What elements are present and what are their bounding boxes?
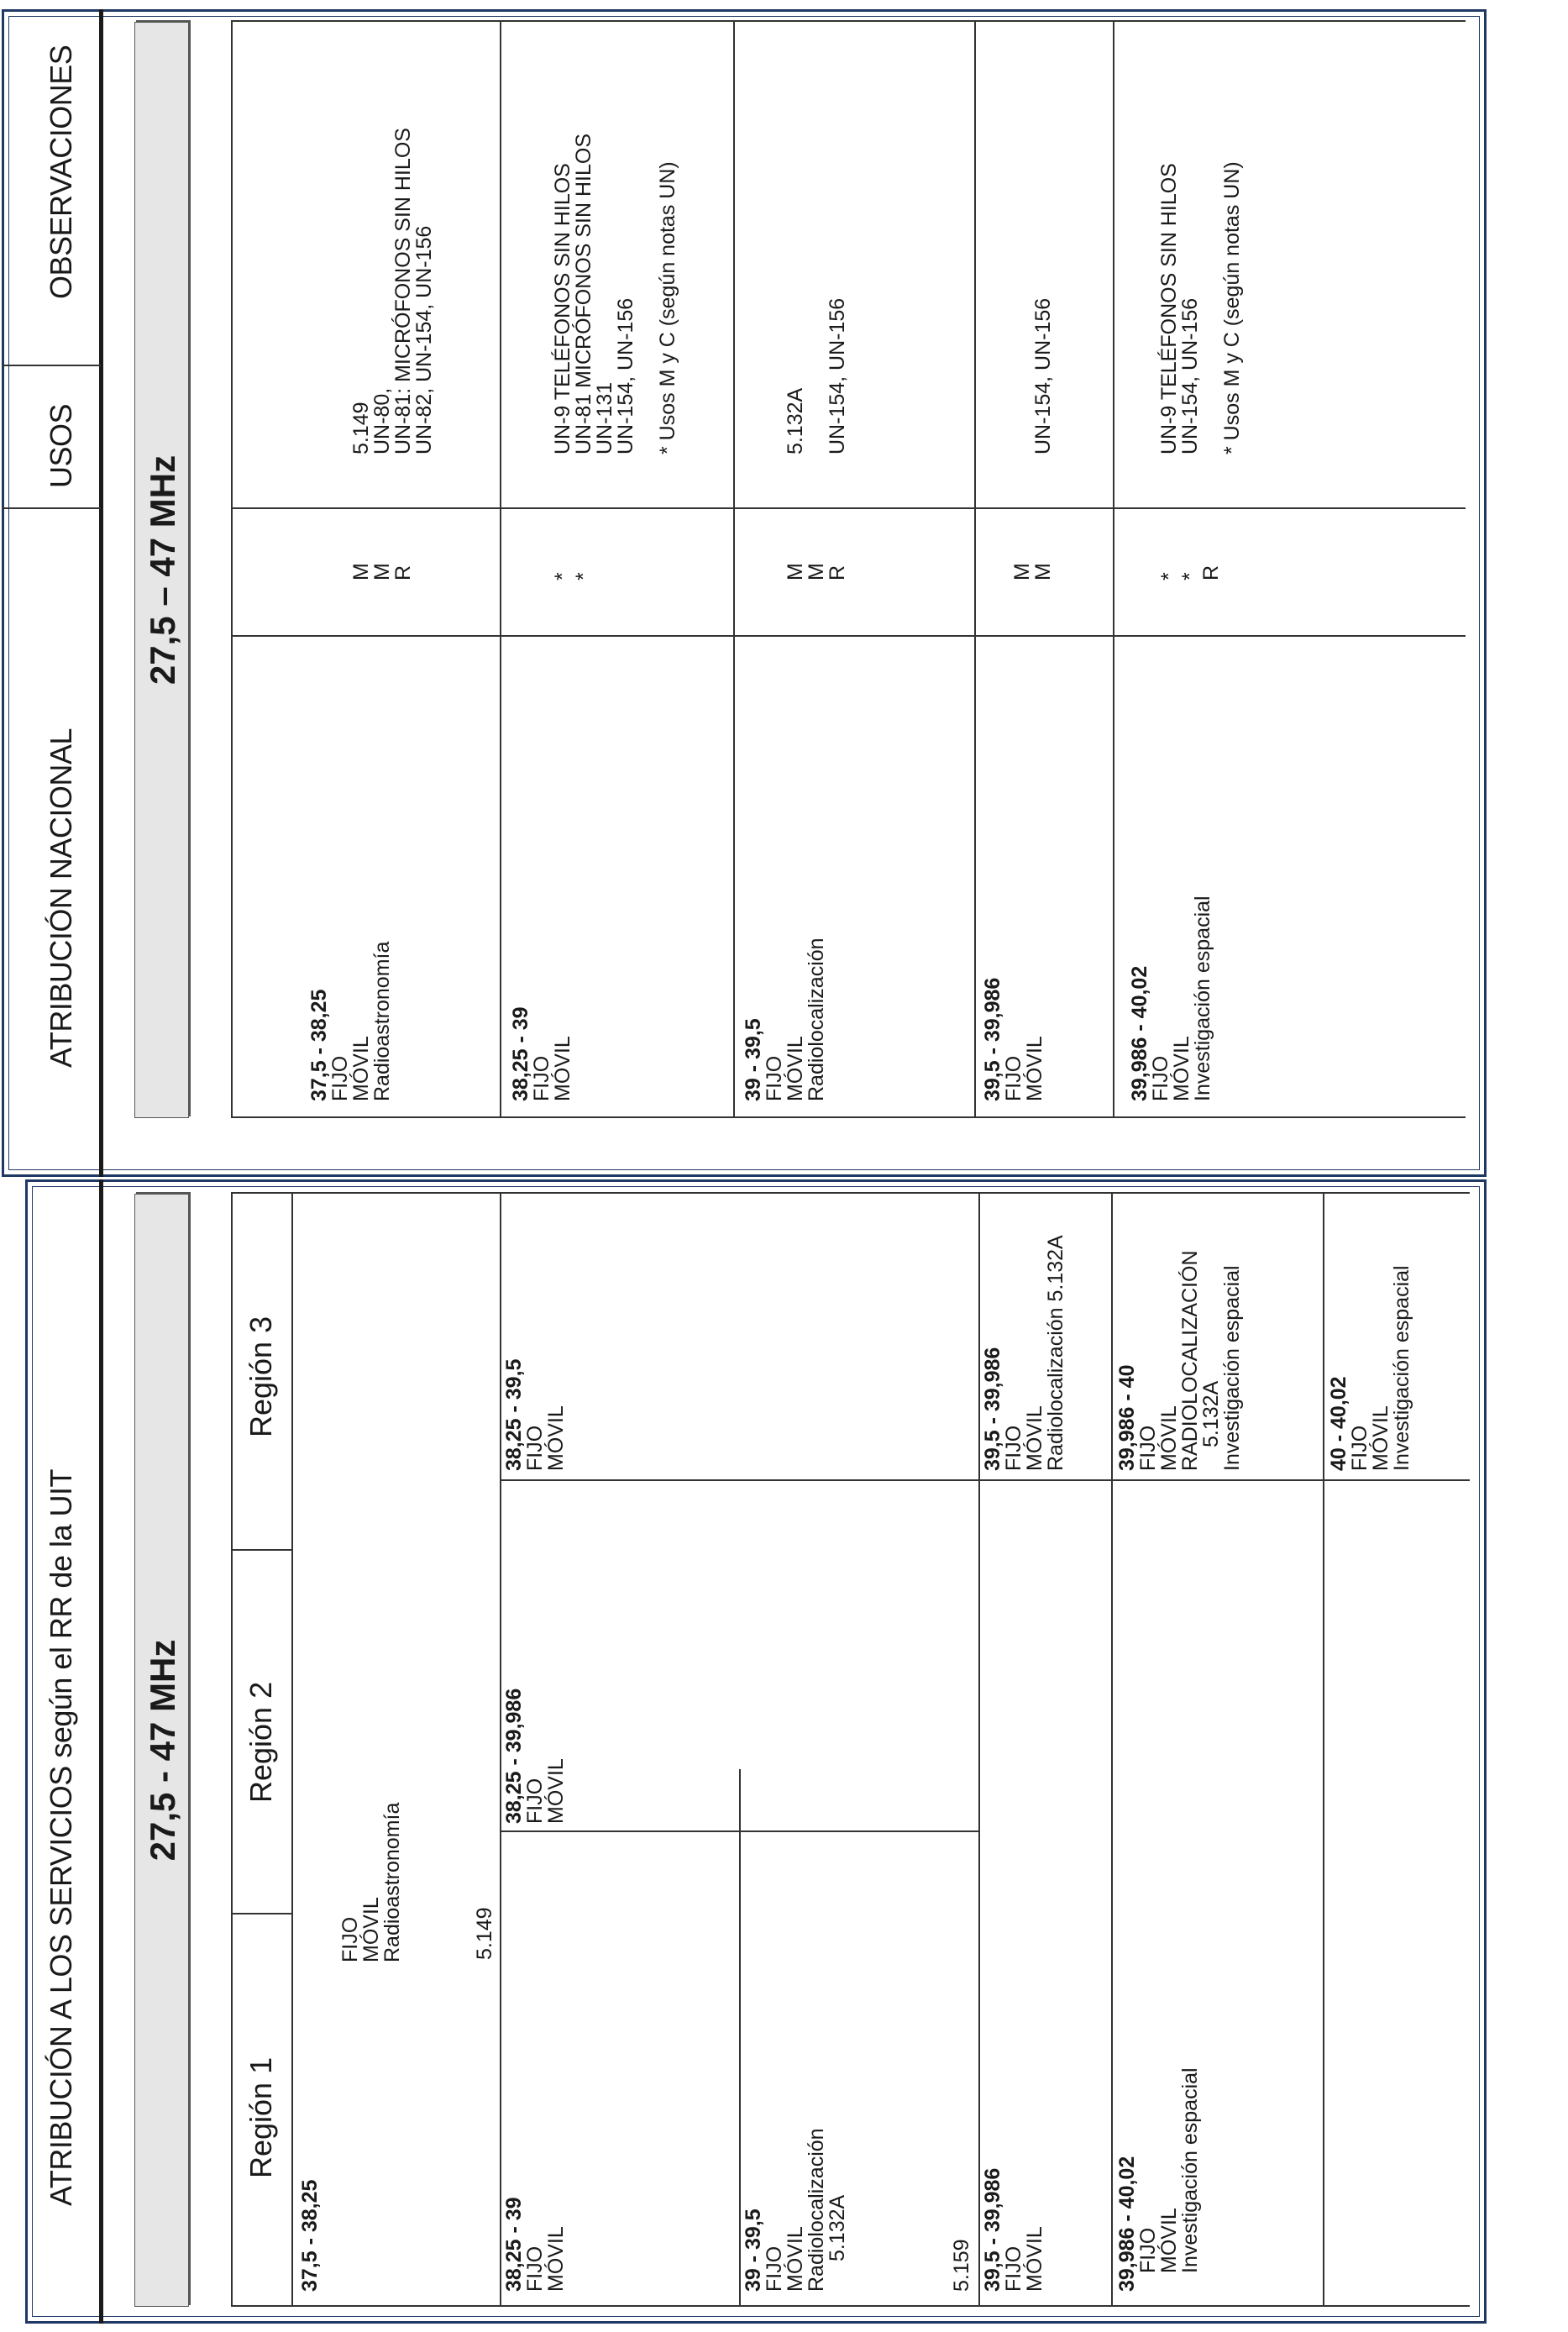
national-row-3-freq: 39 - 39,5 [742, 1018, 765, 1101]
national-row-3-uso: M [805, 563, 828, 580]
national-row-1-obs-line: UN-80, [370, 387, 394, 454]
national-col-header-obs: OBSERVACIONES [44, 45, 78, 299]
national-table-right [231, 20, 1466, 22]
itu-r2-b-service: FIJO [523, 1778, 547, 1824]
national-row-4-obs [1012, 298, 1054, 454]
itu-r3-e2-service: Investigación espacial [1390, 1265, 1413, 1471]
itu-r1-c-note: 5.159 [950, 2239, 973, 2292]
national-row-2-attrib [511, 1006, 574, 1101]
itu-r3-e2-service: FIJO [1348, 1425, 1371, 1471]
itu-r2-b-freq: 38,25 - 39,986 [502, 1688, 526, 1824]
itu-r23-a-services [340, 1803, 403, 1962]
national-row-1-service: Radioastronomía [370, 941, 394, 1101]
national-row-1-obs [351, 128, 435, 454]
itu-r1-c-service: FIJO [763, 2245, 786, 2292]
national-row-sep-1 [500, 22, 501, 1118]
national-row-5-service: FIJO [1149, 1055, 1172, 1101]
itu-r1-b-service: MÓVIL [544, 2226, 568, 2292]
itu-r3-b [504, 1359, 567, 1471]
national-col-header-attrib: ATRIBUCIÓN NACIONAL [44, 728, 78, 1068]
national-row-5-attrib [1130, 896, 1214, 1101]
national-row-1-service: FIJO [328, 1055, 352, 1101]
national-row-1-uso: R [391, 565, 415, 580]
itu-table-right [231, 1192, 1470, 1194]
itu-r23-a-service: Radioastronomía [380, 1802, 404, 1962]
itu-r3-e1-freq: 39,986 - 40 [1115, 1364, 1139, 1471]
national-row-2-obs [553, 134, 679, 454]
national-row-5-obs-line: UN-9 TELÉFONOS SIN HILOS [1157, 163, 1181, 454]
national-col-header-usos: USOS [44, 403, 78, 488]
itu-header-div-2 [231, 1549, 291, 1551]
national-row-5-uso: R [1199, 565, 1223, 580]
itu-band-label: 27,5 - 47 MHz [134, 1194, 189, 2307]
national-row-4-obs-line: UN-154, UN-156 [1031, 297, 1055, 454]
itu-col-sep-r1-a [500, 1830, 978, 1832]
itu-r3-d-service: Radiolocalización 5.132A [1044, 1235, 1067, 1471]
itu-r1-a-freq: 37,5 - 38,25 [298, 2179, 322, 2292]
national-row-3-obs-line: UN-154, UN-156 [826, 297, 849, 454]
national-row-5-obs-line [1201, 161, 1222, 454]
itu-header-bottom [291, 1194, 293, 2307]
national-row-5-service: MÓVIL [1170, 1036, 1193, 1101]
national-row-5-service: Investigación espacial [1191, 896, 1214, 1101]
national-row-3-obs [785, 298, 848, 454]
national-header-div-2 [2, 365, 101, 366]
region-3-header: Región 3 [244, 1316, 278, 1437]
national-row-3-uso: R [826, 565, 849, 580]
itu-r3-b-freq: 38,25 - 39,5 [502, 1358, 526, 1471]
itu-r12-e-service: FIJO [1136, 2227, 1160, 2273]
national-row-3-usos [785, 563, 848, 580]
national-row-2-service: FIJO [530, 1055, 553, 1101]
national-row-1-uso: M [370, 563, 394, 580]
national-band-label: 27,5 – 47 MHz [134, 22, 189, 1118]
national-row-3-service: MÓVIL [784, 1036, 807, 1101]
itu-r3-e2 [1329, 1265, 1413, 1471]
national-row-1-attrib [309, 942, 393, 1101]
itu-r1-b-service: FIJO [523, 2245, 547, 2292]
national-row-5-freq: 39,986 - 40,02 [1128, 965, 1151, 1101]
itu-r1-c [743, 2128, 848, 2292]
itu-r1-d-service: MÓVIL [1023, 2226, 1046, 2292]
national-row-4-service: FIJO [1002, 1055, 1025, 1101]
itu-r3-e1-service: MÓVIL [1157, 1405, 1181, 1471]
national-row-4-attrib [983, 978, 1046, 1101]
national-row-1-uso: M [349, 563, 373, 580]
itu-table-left [231, 2305, 1470, 2307]
national-row-5-obs-line: * Usos M y C (según notas UN) [1220, 161, 1244, 454]
itu-r23-a-note: 5.149 [473, 1907, 496, 1960]
national-row-1-service: MÓVIL [349, 1036, 373, 1101]
national-col-sep-2 [231, 507, 1466, 509]
itu-row-sep-5 [1323, 1194, 1324, 2307]
region-1-header: Región 1 [244, 2056, 278, 2178]
itu-row-sep-2 [739, 1769, 741, 2307]
itu-r1-c-service: 5.132A [826, 2194, 849, 2261]
national-row-sep-3 [974, 22, 976, 1118]
itu-r1-c-service: Radiolocalización [805, 2128, 828, 2292]
itu-r2-b [504, 1689, 567, 1824]
itu-r3-d [983, 1235, 1067, 1471]
national-row-2-uso: * [551, 572, 574, 580]
national-row-4-usos [1012, 563, 1054, 580]
national-row-3-service: Radiolocalización [805, 938, 828, 1101]
national-table-left [231, 1116, 1466, 1118]
national-row-2-obs-line: * Usos M y C (según notas UN) [656, 161, 679, 454]
national-row-1-obs-line: UN-81: MICRÓFONOS SIN HILOS [391, 128, 415, 454]
itu-col-sep-r2-b [500, 1479, 1113, 1481]
national-row-1-obs-line: 5.149 [349, 402, 373, 454]
national-row-2-uso: * [572, 572, 595, 580]
itu-r3-e1-service: Investigación espacial [1220, 1265, 1244, 1471]
national-row-3-obs-line [806, 298, 827, 454]
national-row-sep-2 [733, 22, 735, 1118]
national-row-1-usos [351, 563, 414, 580]
national-row-4-service: MÓVIL [1023, 1036, 1046, 1101]
itu-r3-e1-service: RADIOLOCALIZACIÓN [1178, 1250, 1202, 1471]
itu-r1-c-freq: 39 - 39,5 [742, 2209, 765, 2292]
national-row-2-freq: 38,25 - 39 [509, 1006, 532, 1101]
national-row-2-obs-line: UN-131 [593, 381, 616, 454]
national-row-5-usos [1159, 565, 1222, 580]
national-col-sep-1 [231, 635, 1466, 637]
itu-table-top [231, 1194, 233, 2307]
national-row-3-obs-line: 5.132A [784, 387, 807, 454]
itu-title-separator [99, 1179, 103, 2324]
itu-r12-e [1117, 2067, 1201, 2292]
itu-r3-e1-service: FIJO [1136, 1425, 1160, 1471]
itu-r1-d-service: FIJO [1002, 2245, 1025, 2292]
national-header-div-1 [2, 507, 101, 509]
itu-r23-a-service: MÓVIL [359, 1897, 383, 1962]
itu-r3-e2-freq: 40 - 40,02 [1327, 1376, 1350, 1471]
itu-panel-title: ATRIBUCIÓN A LOS SERVICIOS según el RR de la UIT [44, 1469, 78, 2206]
national-row-5-obs-line: UN-154, UN-156 [1178, 297, 1202, 454]
national-row-1-obs-line: UN-82, UN-154, UN-156 [412, 225, 436, 454]
national-row-2-obs-line: UN-9 TELÉFONOS SIN HILOS [551, 163, 574, 454]
national-table-top [231, 22, 233, 1118]
itu-r3-e1 [1117, 1250, 1243, 1471]
itu-r1-b [504, 2197, 567, 2292]
national-row-sep-4 [1113, 22, 1114, 1118]
national-row-2-obs-line [637, 134, 658, 454]
national-row-1-freq: 37,5 - 38,25 [307, 989, 331, 1101]
national-row-2-service: MÓVIL [551, 1036, 574, 1101]
itu-row-sep-1 [500, 1194, 501, 2307]
national-header-separator [99, 9, 103, 1177]
national-row-4-obs-line [1012, 298, 1033, 454]
itu-r3-e1-service: 5.132A [1199, 1380, 1223, 1447]
itu-r3-d-service: MÓVIL [1023, 1405, 1046, 1471]
national-row-4-freq: 39,5 - 39,986 [981, 977, 1004, 1101]
itu-r1-d [983, 2168, 1046, 2292]
national-row-4-uso: M [1031, 563, 1055, 580]
national-row-3-attrib [743, 938, 827, 1101]
itu-r12-e-service: MÓVIL [1157, 2208, 1181, 2273]
national-row-2-obs-line: UN-154, UN-156 [614, 297, 637, 454]
itu-r2-b-service: MÓVIL [544, 1758, 568, 1824]
national-row-5-obs [1159, 161, 1243, 454]
national-row-2-usos [553, 572, 595, 580]
national-row-2-obs-line: UN-81 MICRÓFONOS SIN HILOS [572, 134, 595, 454]
national-row-3-uso: M [784, 563, 807, 580]
national-row-3-service: FIJO [763, 1055, 786, 1101]
itu-r3-d-service: FIJO [1002, 1425, 1025, 1471]
national-row-5-uso: * [1157, 572, 1181, 580]
itu-r3-b-service: MÓVIL [544, 1405, 568, 1471]
itu-row-sep-4 [1111, 1194, 1113, 2307]
national-row-4-uso: M [1010, 563, 1034, 580]
itu-row-sep-3 [978, 1194, 980, 2307]
national-row-5-uso: * [1178, 572, 1202, 580]
itu-r1-d-freq: 39,5 - 39,986 [981, 2167, 1004, 2292]
region-2-header: Región 2 [244, 1681, 278, 1803]
itu-r1-b-freq: 38,25 - 39 [502, 2197, 526, 2292]
itu-r1-c-service: MÓVIL [784, 2226, 807, 2292]
itu-col-sep-r1-e [1111, 1479, 1470, 1481]
itu-r12-e-freq: 39,986 - 40,02 [1115, 2156, 1139, 2292]
itu-r3-e2-service: MÓVIL [1369, 1405, 1392, 1471]
itu-r3-d-freq: 39,5 - 39,986 [981, 1347, 1004, 1471]
itu-r12-e-service: Investigación espacial [1178, 2067, 1202, 2273]
itu-r3-b-service: FIJO [523, 1425, 547, 1471]
itu-r23-a-service: FIJO [338, 1916, 362, 1962]
itu-header-div-1 [231, 1913, 291, 1914]
